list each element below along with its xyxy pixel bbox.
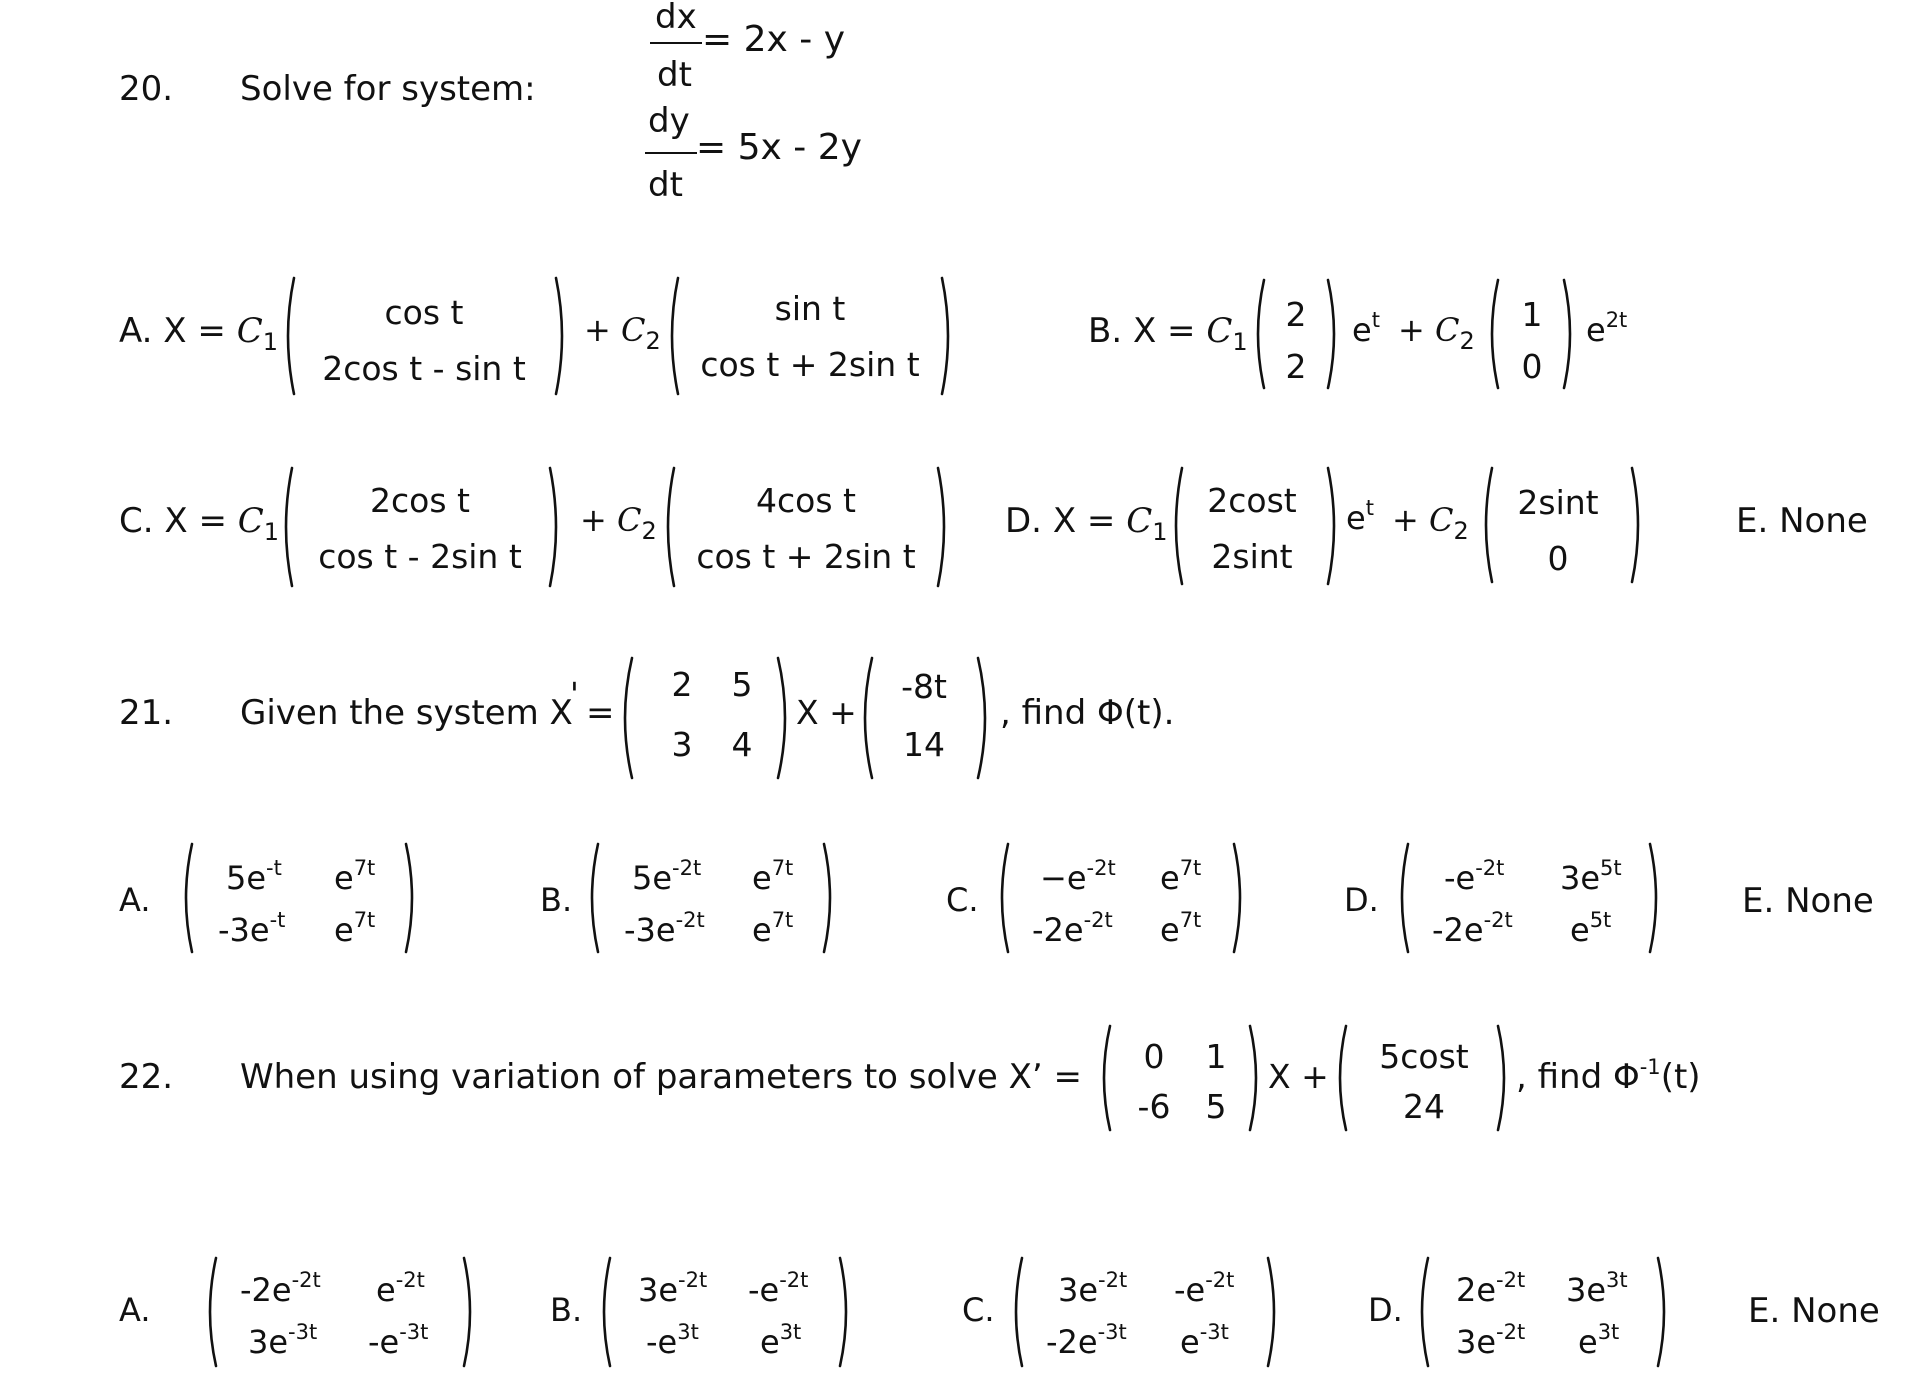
q22-b-r2c2-base: e — [760, 1323, 780, 1361]
q22-tail-end: (t) — [1660, 1057, 1701, 1097]
q22-b-r2c1-base: -e — [646, 1323, 678, 1361]
q22-forcing-top: 5cost — [1379, 1037, 1469, 1076]
q22-c-r2c2 — [1180, 1320, 1229, 1361]
q21-equals: = — [586, 693, 615, 733]
q22-a-r2c2 — [368, 1320, 429, 1361]
q21-a-r2c2-exp: 7t — [353, 908, 376, 932]
q20-eq1-fraction-bar — [650, 42, 702, 44]
q21-a-r1c2 — [334, 856, 376, 897]
q21-c-r1c1-exp: -2t — [1086, 856, 1116, 880]
q22-a-r1c1 — [240, 1268, 321, 1309]
q21-choice-a-label: A. — [119, 881, 151, 919]
q21-d-r2c1-base: -2e — [1432, 911, 1484, 949]
q22-matrix-a21: -6 — [1137, 1087, 1171, 1126]
q20-choice-b-label — [1088, 311, 1248, 356]
q21-matrix-left-paren — [618, 656, 634, 780]
q21-a-r2c2-base: e — [334, 911, 354, 949]
q22-c-r2c2-exp: -3t — [1199, 1320, 1229, 1344]
q22-matrix-right-paren — [1248, 1024, 1262, 1132]
q22-a-r2c2-exp: -3t — [399, 1320, 429, 1344]
q20-choice-a-label — [119, 311, 278, 356]
q21-c-r1c2 — [1160, 856, 1202, 897]
q21-prime: ' — [570, 675, 579, 713]
q21-d-r1c1-exp: -2t — [1475, 856, 1505, 880]
q20-a-v2-bottom: cos t + 2sin t — [700, 345, 920, 384]
q20-b-e1: e — [1352, 311, 1372, 349]
q20-b-c2-sub: 2 — [1459, 327, 1475, 355]
q20-choice-c-label — [119, 501, 280, 546]
q22-c-r1c1-exp: -2t — [1098, 1268, 1128, 1292]
q21-tail: , find Φ(t). — [1000, 693, 1175, 733]
q20-a-v2-left-paren — [666, 276, 680, 396]
q22-x-plus: X + — [1268, 1057, 1329, 1096]
q20-c-v2-bottom: cos t + 2sin t — [696, 537, 916, 576]
q20-d-exp1 — [1346, 496, 1374, 537]
q20-d-plus: + — [1392, 501, 1429, 539]
q20-choice-b-c1: C — [1206, 311, 1233, 351]
q22-b-r1c2-exp: -2t — [779, 1268, 809, 1292]
q22-d-r1c1-exp: -2t — [1496, 1268, 1526, 1292]
q20-d-c2-sub: 2 — [1453, 517, 1469, 545]
q20-choice-b-lhs: X = — [1132, 311, 1207, 351]
q20-d-v1-left-paren — [1170, 466, 1184, 586]
q22-b-r2c2-exp: 3t — [779, 1320, 802, 1344]
q22-a-r1c2 — [376, 1268, 425, 1309]
q20-a-plus: + — [584, 311, 621, 349]
q22-b-r1c1 — [638, 1268, 708, 1309]
q22-d-r2c2-exp: 3t — [1597, 1320, 1620, 1344]
q22-c-r1c2-exp: -2t — [1205, 1268, 1235, 1292]
q22-a-r2c1-exp: -3t — [288, 1320, 318, 1344]
q22-c-r1c2 — [1174, 1268, 1235, 1309]
q22-d-r2c2 — [1578, 1320, 1620, 1361]
q20-b-plus: + — [1398, 311, 1435, 349]
q21-b-r2c1-base: -3e — [624, 911, 676, 949]
q21-b-r1c1-exp: -2t — [672, 856, 702, 880]
q20-b-c2: C — [1434, 311, 1460, 349]
q22-a-right-paren — [462, 1256, 476, 1368]
q20-prompt: Solve for system: — [240, 69, 536, 109]
q21-a-r2c1-base: -3e — [218, 911, 270, 949]
q22-d-r2c1-exp: -2t — [1496, 1320, 1526, 1344]
q20-b-plus-c2 — [1398, 311, 1475, 355]
q21-b-r1c1-base: 5e — [632, 859, 673, 897]
q22-b-r1c2 — [748, 1268, 809, 1309]
q22-tail-text: , find Φ — [1516, 1057, 1640, 1097]
q20-a-c2-sub: 2 — [645, 327, 661, 355]
q21-c-r2c2 — [1160, 908, 1202, 949]
q21-c-r1c2-exp: 7t — [1179, 856, 1202, 880]
q22-tail-sup: -1 — [1639, 1055, 1661, 1079]
q20-choice-d-letter: D. — [1005, 501, 1042, 541]
q20-d-v2-left-paren — [1480, 466, 1494, 584]
q21-a-r1c1-base: 5e — [226, 859, 267, 897]
q20-choice-a-lhs: X = — [163, 311, 237, 351]
q22-choice-b-label: B. — [550, 1291, 583, 1329]
q20-c-v2-top: 4cos t — [756, 481, 856, 520]
q21-a-r1c1-exp: -t — [266, 856, 282, 880]
q21-a-left-paren — [180, 842, 194, 954]
q20-c-v2-right-paren — [936, 466, 950, 588]
q20-d-e1-sup: t — [1365, 496, 1374, 520]
q22-d-right-paren — [1656, 1256, 1670, 1368]
q22-c-r1c1-base: 3e — [1058, 1271, 1099, 1309]
q20-a-v1-left-paren — [282, 276, 296, 396]
q21-matrix-a21: 3 — [671, 725, 693, 764]
q21-b-r2c2-base: e — [752, 911, 772, 949]
q22-c-right-paren — [1266, 1256, 1280, 1368]
q22-prompt: When using variation of parameters to solve X’ = — [240, 1057, 1082, 1097]
q21-b-r1c2 — [752, 856, 794, 897]
q22-a-r1c2-base: e — [376, 1271, 396, 1309]
q21-c-r2c1-base: -2e — [1032, 911, 1084, 949]
q20-a-v1-right-paren — [554, 276, 568, 396]
q22-b-r1c1-base: 3e — [638, 1271, 679, 1309]
q21-b-r1c1 — [632, 856, 702, 897]
q21-forcing-bottom: 14 — [903, 725, 945, 764]
q20-choice-c-lhs: X = — [164, 501, 238, 541]
q21-matrix-right-paren — [776, 656, 792, 780]
q21-d-r1c1 — [1444, 856, 1505, 897]
q22-a-r2c1 — [248, 1320, 318, 1361]
q21-c-right-paren — [1232, 842, 1246, 954]
q20-d-plus-c2 — [1392, 501, 1469, 545]
q21-c-r1c2-base: e — [1160, 859, 1180, 897]
q21-d-r1c2 — [1560, 856, 1622, 897]
q20-choice-c-letter: C. — [119, 501, 154, 541]
q22-d-r1c2 — [1566, 1268, 1628, 1309]
q22-choice-c-label: C. — [962, 1291, 995, 1329]
q20-d-v2-top: 2sint — [1517, 483, 1599, 522]
q21-b-r2c2-exp: 7t — [771, 908, 794, 932]
q22-b-r2c1-exp: 3t — [677, 1320, 699, 1344]
q20-d-v1-top: 2cost — [1207, 481, 1297, 520]
q20-choice-d-lhs: X = — [1052, 501, 1127, 541]
q21-prompt: Given the system X — [240, 693, 573, 733]
q22-c-r1c2-base: -e — [1174, 1271, 1206, 1309]
q22-d-left-paren — [1416, 1256, 1430, 1368]
q20-d-v1-right-paren — [1326, 466, 1340, 586]
q21-d-r2c2-exp: 5t — [1589, 908, 1612, 932]
q21-c-r2c1 — [1032, 908, 1113, 949]
q20-d-v2-bottom: 0 — [1547, 539, 1569, 578]
q22-a-r1c1-exp: -2t — [291, 1268, 321, 1292]
q20-b-v1-top: 2 — [1285, 295, 1307, 334]
q21-x-plus: X + — [796, 693, 857, 732]
q21-d-r2c2-base: e — [1570, 911, 1590, 949]
q20-eq1-numerator: dx — [655, 0, 697, 37]
q22-c-r2c1-base: -2e — [1046, 1323, 1098, 1361]
q21-a-r1c2-base: e — [334, 859, 354, 897]
q20-eq1-rhs: = 2x - y — [702, 19, 845, 60]
q21-d-right-paren — [1648, 842, 1662, 954]
q20-choice-b-c1-sub: 1 — [1232, 328, 1248, 356]
q20-choice-d-label — [1005, 501, 1168, 546]
q21-c-left-paren — [996, 842, 1010, 954]
q20-d-v1-bottom: 2sint — [1211, 537, 1293, 576]
q22-a-r2c2-base: -e — [368, 1323, 400, 1361]
q20-c-c2: C — [616, 501, 642, 539]
q22-d-r1c2-base: 3e — [1566, 1271, 1607, 1309]
q21-b-left-paren — [586, 842, 600, 954]
q21-choice-c-label: C. — [946, 881, 979, 919]
q22-number: 22. — [119, 1057, 174, 1097]
q21-d-r2c1 — [1432, 908, 1513, 949]
q20-b-e1-sup: t — [1371, 308, 1380, 332]
q22-matrix-left-paren — [1098, 1024, 1112, 1132]
q20-c-v2-left-paren — [662, 466, 676, 588]
q21-choice-b-label: B. — [540, 881, 573, 919]
q22-d-r2c2-base: e — [1578, 1323, 1598, 1361]
q22-d-r2c1-base: 3e — [1456, 1323, 1497, 1361]
q20-a-c2: C — [620, 311, 646, 349]
q22-a-r1c1-base: -2e — [240, 1271, 292, 1309]
q20-choice-c-c1-sub: 1 — [263, 518, 280, 546]
q21-b-r2c1 — [624, 908, 705, 949]
q20-eq2-fraction-bar — [645, 152, 697, 154]
q20-a-v1-bottom: 2cos t - sin t — [322, 349, 526, 388]
q21-c-r1c1 — [1040, 856, 1116, 897]
q20-a-plus-c2 — [584, 311, 661, 355]
q22-tail — [1516, 1055, 1701, 1097]
q22-b-right-paren — [838, 1256, 852, 1368]
q20-b-exp1 — [1352, 308, 1380, 349]
q22-c-r2c2-base: e — [1180, 1323, 1200, 1361]
q21-c-r2c2-exp: 7t — [1179, 908, 1202, 932]
q22-d-r1c2-exp: 3t — [1606, 1268, 1628, 1292]
q21-b-r2c2 — [752, 908, 794, 949]
q20-eq1-denominator: dt — [657, 55, 692, 95]
q22-c-left-paren — [1010, 1256, 1024, 1368]
q21-d-r2c1-exp: -2t — [1483, 908, 1513, 932]
q20-b-v1-bottom: 2 — [1285, 347, 1307, 386]
q20-c-v1-bottom: cos t - 2sin t — [318, 537, 522, 576]
q22-matrix-a11: 0 — [1143, 1037, 1165, 1076]
q22-d-r2c1 — [1456, 1320, 1526, 1361]
q22-a-r1c2-exp: -2t — [395, 1268, 425, 1292]
q20-choice-a-c1: C — [236, 311, 263, 351]
q22-b-r1c1-exp: -2t — [678, 1268, 708, 1292]
q22-matrix-a12: 1 — [1205, 1037, 1227, 1076]
q20-b-v1-right-paren — [1326, 278, 1340, 390]
q20-b-v2-bottom: 0 — [1521, 347, 1543, 386]
q22-a-r2c1-base: 3e — [248, 1323, 289, 1361]
q20-choice-a-c1-sub: 1 — [262, 328, 278, 356]
q21-choice-e: E. None — [1742, 881, 1874, 921]
q22-c-r1c1 — [1058, 1268, 1128, 1309]
q20-choice-b-letter: B. — [1088, 311, 1123, 351]
q21-choice-d-label: D. — [1344, 881, 1379, 919]
q21-a-r1c2-exp: 7t — [353, 856, 376, 880]
q22-forcing-right-paren — [1496, 1024, 1510, 1132]
q21-d-r1c2-base: 3e — [1560, 859, 1601, 897]
q20-b-v2-right-paren — [1562, 278, 1576, 390]
q20-a-v2-top: sin t — [774, 289, 846, 328]
q22-forcing-left-paren — [1334, 1024, 1348, 1132]
q21-c-r1c1-base: −e — [1040, 859, 1087, 897]
q20-a-v1-top: cos t — [384, 293, 464, 332]
q20-c-v1-left-paren — [280, 466, 294, 588]
q21-matrix-a11: 2 — [671, 665, 693, 704]
q21-d-r1c1-base: -e — [1444, 859, 1476, 897]
q20-c-v1-top: 2cos t — [370, 481, 470, 520]
q21-a-r2c2 — [334, 908, 376, 949]
q21-a-r1c1 — [226, 856, 282, 897]
q22-c-r2c1 — [1046, 1320, 1127, 1361]
q22-b-r1c2-base: -e — [748, 1271, 780, 1309]
q20-number: 20. — [119, 69, 174, 109]
q20-b-v1-left-paren — [1252, 278, 1266, 390]
q20-b-exp2 — [1586, 308, 1628, 349]
q22-choice-d-label: D. — [1368, 1291, 1403, 1329]
q20-eq2-rhs: = 5x - 2y — [696, 127, 862, 168]
q20-d-e1: e — [1346, 499, 1366, 537]
q21-d-r1c2-exp: 5t — [1600, 856, 1622, 880]
q22-b-left-paren — [598, 1256, 612, 1368]
q22-b-r2c2 — [760, 1320, 802, 1361]
q22-d-r1c1 — [1456, 1268, 1526, 1309]
q20-choice-c-c1: C — [237, 501, 264, 541]
q21-forcing-right-paren — [976, 656, 992, 780]
q21-c-r2c2-base: e — [1160, 911, 1180, 949]
q21-b-right-paren — [822, 842, 836, 954]
q22-choice-a-label: A. — [119, 1291, 151, 1329]
q21-b-r1c2-base: e — [752, 859, 772, 897]
q21-a-r2c1-exp: -t — [269, 908, 286, 932]
q20-choice-d-c1: C — [1126, 501, 1153, 541]
q22-matrix-a22: 5 — [1205, 1087, 1227, 1126]
q20-b-e2-sup: 2t — [1605, 308, 1628, 332]
q21-matrix-a22: 4 — [731, 725, 753, 764]
q21-forcing-top: -8t — [901, 667, 947, 706]
q20-b-v2-top: 1 — [1521, 295, 1543, 334]
q22-forcing-bottom: 24 — [1403, 1087, 1445, 1126]
q22-d-r1c1-base: 2e — [1456, 1271, 1497, 1309]
q21-d-r2c2 — [1570, 908, 1612, 949]
q20-eq2-numerator: dy — [648, 101, 690, 141]
q20-a-v2-right-paren — [940, 276, 954, 396]
q20-c-c2-sub: 2 — [641, 517, 657, 545]
q20-eq2-denominator: dt — [648, 165, 683, 205]
q20-c-v1-right-paren — [548, 466, 562, 588]
q20-d-v2-right-paren — [1630, 466, 1644, 584]
q20-choice-e: E. None — [1736, 501, 1868, 541]
q20-b-v2-left-paren — [1486, 278, 1500, 390]
q21-number: 21. — [119, 693, 174, 733]
q21-b-r1c2-exp: 7t — [771, 856, 794, 880]
q20-c-plus-c2 — [580, 501, 657, 545]
q21-forcing-left-paren — [858, 656, 874, 780]
q20-b-e2: e — [1586, 311, 1606, 349]
q20-choice-d-c1-sub: 1 — [1152, 518, 1168, 546]
q22-c-r2c1-exp: -3t — [1097, 1320, 1127, 1344]
q21-matrix-a12: 5 — [731, 665, 753, 704]
q20-c-plus: + — [580, 501, 617, 539]
q21-a-r2c1 — [218, 908, 286, 949]
q21-b-r2c1-exp: -2t — [675, 908, 705, 932]
q21-c-r2c1-exp: -2t — [1083, 908, 1113, 932]
q20-choice-a-letter: A. — [119, 311, 153, 351]
q21-a-right-paren — [404, 842, 418, 954]
q22-a-left-paren — [204, 1256, 218, 1368]
q22-choice-e: E. None — [1748, 1291, 1880, 1331]
q21-d-left-paren — [1396, 842, 1410, 954]
q22-b-r2c1 — [646, 1320, 699, 1361]
q20-d-c2: C — [1428, 501, 1454, 539]
